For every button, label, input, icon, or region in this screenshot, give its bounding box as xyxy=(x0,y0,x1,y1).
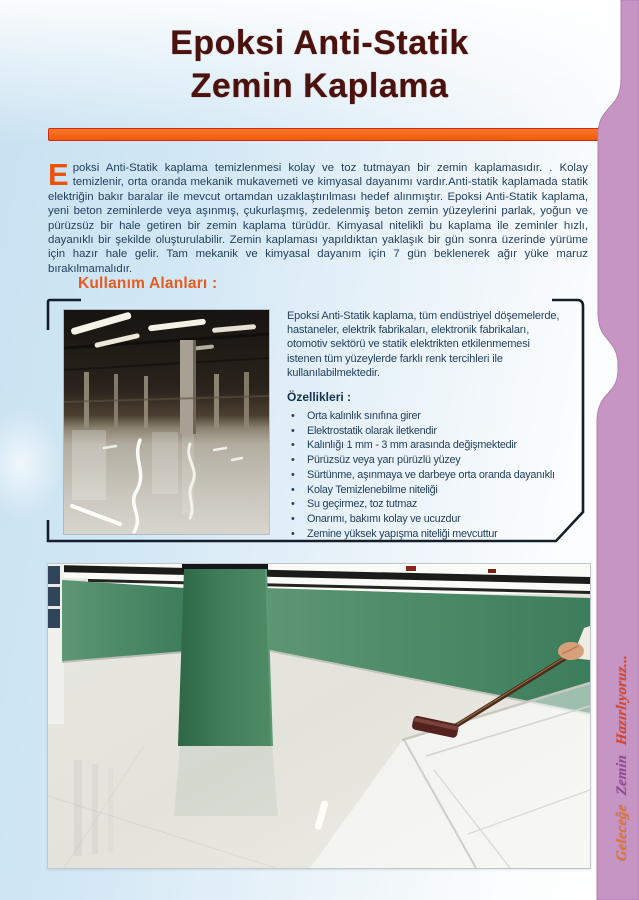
usage-areas-heading: Kullanım Alanları : xyxy=(78,275,218,292)
feature-item: • Onarımı, bakımı kolay ve ucuzdur xyxy=(287,512,577,527)
intro-text: poksi Anti-Statik kaplama temizlenmesi kolay ve toz tutmayan bir zemin kaplamasıdır. . Kolay temizlenir, orta oranda mekanik mukavemeti ve kimyasal dayanımı vardır.Anti-statik kaplamada statik elektriğin bakır baralar ile mevcut ortamdan uzaklaştırılması hedef alınmıştır. Epoksi Anti-Statik kaplama, yeni beton zeminlerde veya aşınmış, çukurlaşmış, zedelenmiş beton zemin yüzeylerini parlak, yoğun ve pürüzsüz bir hale getiren bir zemin kaplama türüdür. Kimyasal nitelikli bu kaplama ile zeminler hızlı, dayanıklı bir şekilde oluşturulabilir. Zemin kaplaması yapıldıktan yaklaşık bir gün sonra üzerinde yürüme için hazır hale gelir. Tam mekanik ve kimyasal dayanım için 7 gün beklenerek ağır yüke maruz bırakılmamalıdır. xyxy=(48,162,588,275)
page-title-line-2: Zemin Kaplama xyxy=(190,67,449,105)
title-divider-bar xyxy=(48,128,610,141)
features-list xyxy=(287,409,577,541)
slogan-word-zemin: Zemin xyxy=(614,754,630,796)
usage-description: Epoksi Anti-Statik kaplama, tüm endüstriyel döşemelerde, hastaneler, elektrik fabrikaları, elektronik fabrikaları, otomotiv sektörü ve statik elektrikten etkilenmemesi istenen tüm yüzeylerde farklı renk tercihleri ile kullanılabilmektedir. xyxy=(287,310,560,379)
epoxy-application-photo xyxy=(48,564,590,868)
intro-paragraph xyxy=(48,157,588,276)
feature-item: • Pürüzsüz veya yarı pürüzlü yüzey xyxy=(287,453,577,468)
slogan-word-hazirliyoruz: Hazırlıyoruz... xyxy=(614,653,630,746)
feature-item: • Kalınlığı 1 mm - 3 mm arasında değişmektedir xyxy=(287,438,577,453)
feature-item: • Zemine yüksek yapışma niteliği mevcuttur xyxy=(287,527,577,542)
sidebar-slogan xyxy=(614,618,639,898)
feature-item: • Kolay Temizlenebilme niteliği xyxy=(287,483,577,498)
features-section xyxy=(287,390,577,541)
drop-cap: E xyxy=(48,157,69,192)
page-title xyxy=(0,22,639,108)
slogan-word-gelecege: Geleceğe xyxy=(614,804,630,863)
feature-item: • Sürtünme, aşınmaya ve darbeye orta oranda dayanıklı xyxy=(287,468,577,483)
watermark-blob xyxy=(0,408,64,520)
feature-item: • Orta kalınlık sınıfına girer xyxy=(287,409,577,424)
feature-item: • Elektrostatik olarak iletkendir xyxy=(287,424,577,439)
industrial-floor-photo xyxy=(64,310,269,534)
industrial-floor-illustration xyxy=(64,310,269,534)
feature-item: • Su geçirmez, toz tutmaz xyxy=(287,497,577,512)
epoxy-application-illustration xyxy=(48,564,590,868)
features-heading: Özellikleri : xyxy=(287,390,352,404)
page-title-line-1: Epoksi Anti-Statik xyxy=(170,24,469,62)
